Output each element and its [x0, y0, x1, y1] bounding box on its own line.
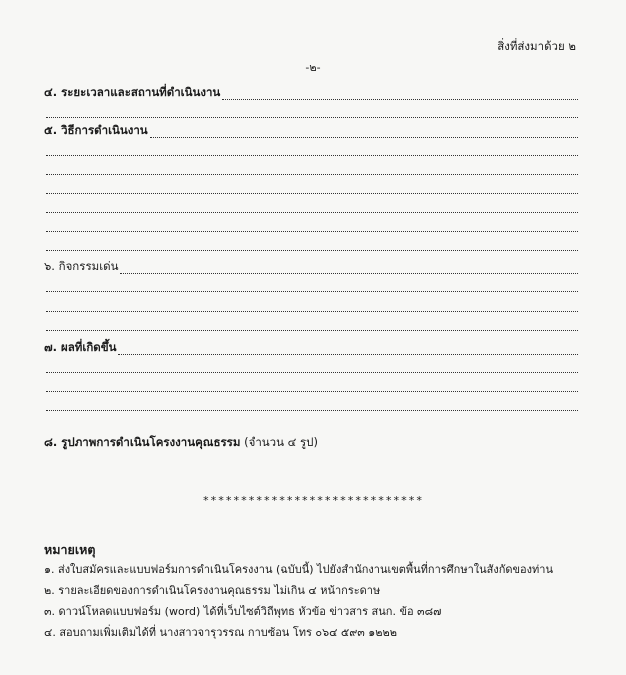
fill-line — [46, 311, 578, 312]
note-item-1: ๑. ส่งใบสมัครและแบบฟอร์มการดำเนินโครงงาน (ฉบับนี้) ไปยังสำนักงานเขตพื้นที่การศึกษาในสังกัดของท่าน — [44, 563, 553, 576]
fill-line — [46, 231, 578, 232]
fill-line — [46, 212, 578, 213]
section-8-note: (จำนวน ๔ รูป) — [244, 435, 318, 449]
fill-line — [46, 155, 578, 156]
attachment-label: สิ่งที่ส่งมาด้วย ๒ — [497, 39, 576, 53]
fill-line — [118, 354, 578, 355]
section-7-row — [44, 340, 578, 357]
fill-line — [150, 137, 578, 138]
separator: ***************************** — [202, 494, 424, 507]
section-5-heading: ๕. วิธีการดำเนินงาน — [44, 123, 148, 137]
section-8-title: ๘. รูปภาพการดำเนินโครงงานคุณธรรม — [44, 435, 241, 449]
section-5-row — [44, 123, 578, 140]
section-8-heading — [44, 434, 318, 452]
section-4-heading: ๔. ระยะเวลาและสถานที่ดำเนินงาน — [44, 85, 221, 99]
fill-line — [46, 372, 578, 373]
section-7-heading: ๗. ผลที่เกิดขึ้น — [44, 340, 117, 354]
note-item-3: ๓. ดาวน์โหลดแบบฟอร์ม (word) ได้ที่เว็บไซต์วิถีพุทธ หัวข้อ ข่าวสาร สนก. ข้อ ๓๘๗ — [44, 605, 442, 618]
fill-line — [46, 410, 578, 411]
fill-line — [120, 273, 578, 274]
section-6-row — [44, 259, 578, 276]
page-number: -๒- — [305, 61, 321, 74]
section-4-row — [44, 85, 578, 102]
fill-line — [46, 330, 578, 331]
fill-line — [222, 99, 578, 100]
note-item-4: ๔. สอบถามเพิ่มเติมได้ที่ นางสาวจารุวรรณ กาบซ้อน โทร ๐๖๔ ๕๙๓ ๑๒๒๒ — [44, 626, 398, 639]
fill-line — [46, 291, 578, 292]
notes-title: หมายเหตุ — [44, 542, 96, 557]
section-6-heading: ๖. กิจกรรมเด่น — [44, 259, 119, 273]
fill-line — [46, 117, 578, 118]
fill-line — [46, 391, 578, 392]
note-item-2: ๒. รายละเอียดของการดำเนินโครงงานคุณธรรม ไม่เกิน ๔ หน้ากระดาษ — [44, 584, 381, 597]
fill-line — [46, 174, 578, 175]
fill-line — [46, 250, 578, 251]
fill-line — [46, 193, 578, 194]
